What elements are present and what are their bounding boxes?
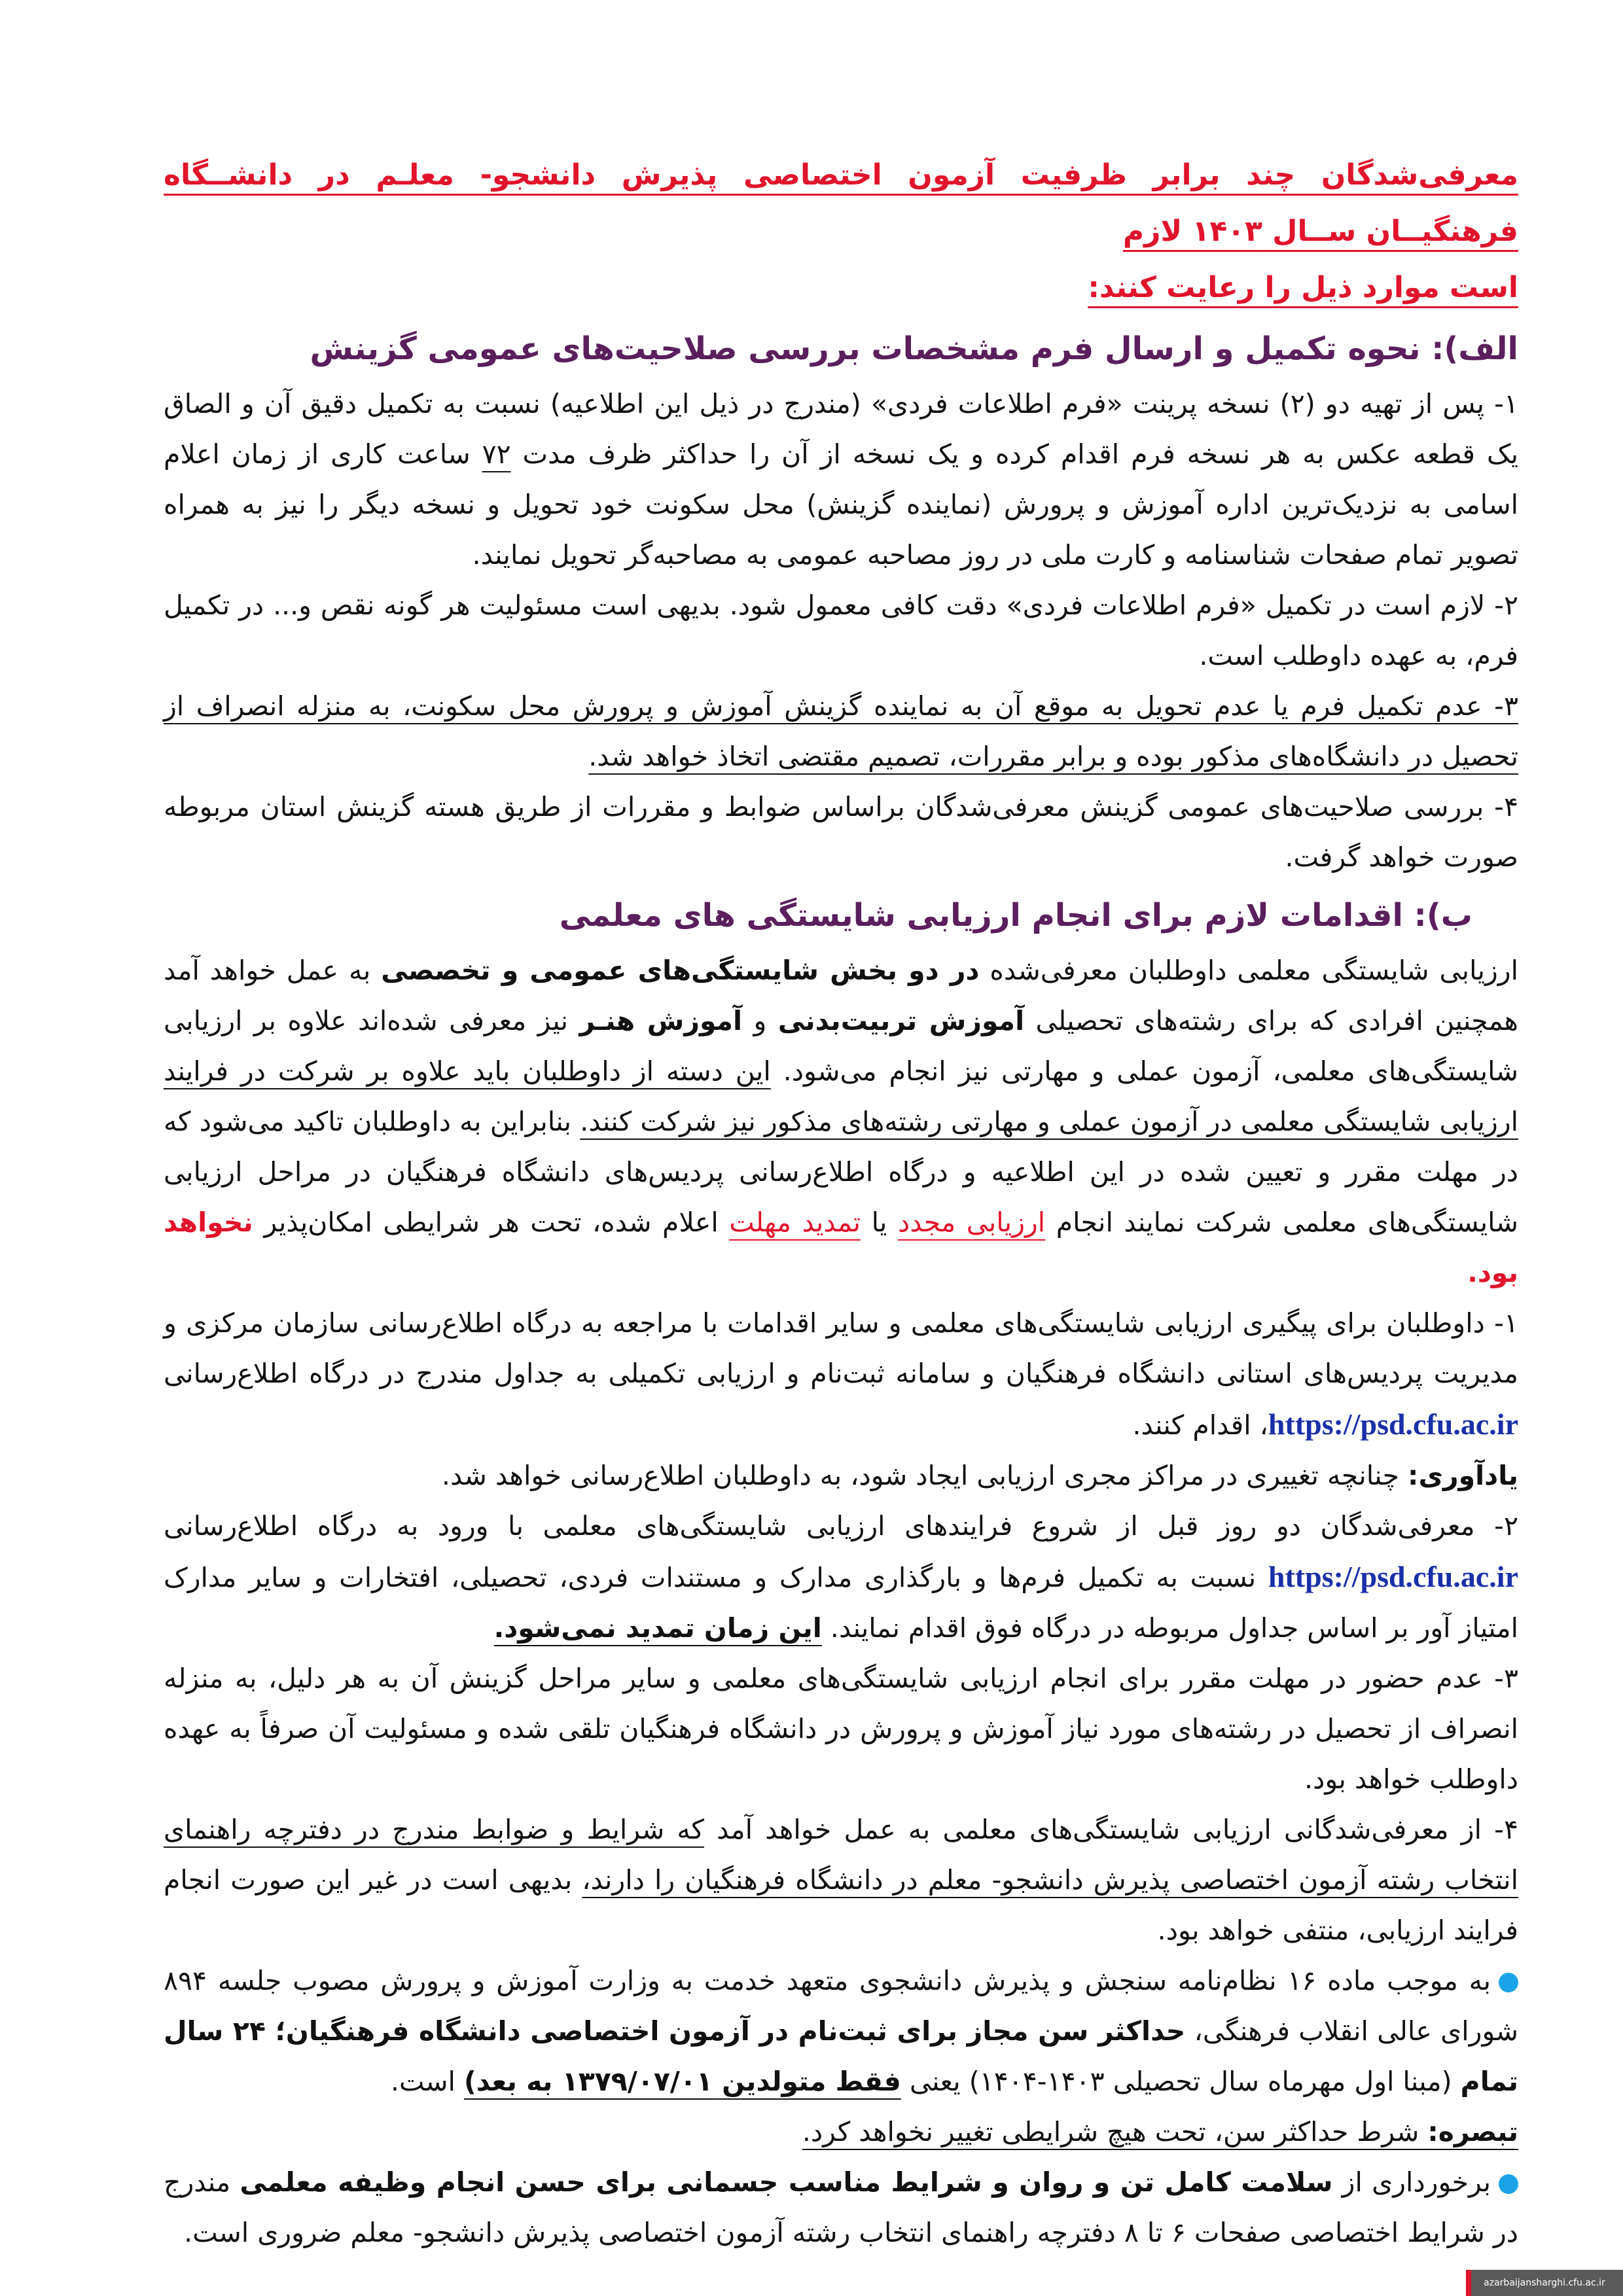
site-watermark: azarbaijansharghi.cfu.ac.ir: [1466, 2270, 1623, 2296]
no-extension-note: این زمان تمدید نمی‌شود.: [493, 1612, 822, 1644]
age-limit-bullet: به موجب ماده ۱۶ نظام‌نامه سنجش و پذیرش دانشجوی متعهد خدمت به وزارت آموزش و پرورش مصوب جلسه ۸۹۴ شورای عالی انقلاب فرهنگی، حداکثر سن مجاز برای ثبت‌نام در آزمون اختصاصی دانشگاه فرهنگیان؛ ۲۴ سال تمام (مبنا اول مهرماه سال تحصیلی ۱۴۰۳-۱۴۰۴) یعنی فقط متولدین ۱۳۷۹/۰۷/۰۱ به بعد) است.: [164, 1965, 1518, 2097]
section-b-item-3: ۳- عدم حضور در مهلت مقرر برای انجام ارزیابی شایستگی‌های معلمی و سایر مراحل گزینش آن به هر دلیل، به منزله انصراف از تحصیل در رشته‌های مورد نیاز آموزش و پرورش در دانشگاه فرهنگیان تلقی شده و مسئولیت آن صرفاً به عهده داوطلب خواهد بود.: [164, 1663, 1518, 1795]
section-b-title: ب): اقدامات لازم برای انجام ارزیابی شایستگی های معلمی: [559, 897, 1472, 934]
section-a-item-1: ۱- پس از تهیه دو (۲) نسخه پرینت «فرم اطلاعات فردی» (مندرج در ذیل این اطلاعیه) نسبت به تکمیل دقیق آن و الصاق یک قطعه عکس به هر نسخه فرم اقدام کرده و یک نسخه از آن را حداکثر ظرف مدت ۷۲ ساعت کاری از زمان اعلام اسامی به نزدیک‌ترین اداره آموزش و پرورش (نماینده گزینش) محل سکونت خود تحویل و نسخه دیگر را نیز به همراه تصویر تمام صفحات شناسنامه و کارت ملی در روز مصاحبه عمومی به مصاحبه‌گر تحویل نمایند.: [164, 388, 1518, 571]
section-a-item-3: ۳- عدم تکمیل فرم یا عدم تحویل به موقع آن به نماینده گزینش آموزش و پرورش محل سکونت، به منزله انصراف از تحصیل در دانشگاه‌های مذکور بوده و برابر مقررات، تصمیم مقتضی اتخاذ خواهد شد.: [164, 690, 1518, 772]
deadline-hours: ۷۲: [482, 438, 511, 470]
intro-line-1: معرفی‌شدگان چند برابر ظرفیت آزمون اختصاصی پذیرش دانشجو- معلـم در دانشــگاه فرهنگیــان ســال ۱۴۰۳ لازم: [164, 158, 1518, 248]
section-a-item-2: ۲- لازم است در تکمیل «فرم اطلاعات فردی» دقت کافی معمول شود. بدیهی است مسئولیت هر گونه نقص و... در تکمیل فرم، به عهده داوطلب است.: [164, 590, 1518, 671]
intro-heading: [164, 147, 1518, 316]
eligibility-note: که شرایط و ضوابط مندرج در دفترچه راهنمای انتخاب رشته آزمون اختصاصی پذیرش دانشجو- معلم در دانشگاه فرهنگیان را دارند،: [164, 1814, 1518, 1896]
section-a-title: الف): نحوه تکمیل و ارسال فرم مشخصات بررسی صلاحیت‌های عمومی گزینش: [310, 330, 1518, 367]
reminder: یادآوری: چنانچه تغییری در مراکز مجری ارزیابی ایجاد شود، به داوطلبان اطلاع‌رسانی خواهد شد.: [441, 1460, 1518, 1491]
intro-line-2: است موارد ذیل را رعایت کنند:: [1088, 271, 1518, 304]
bullet-icon: [1499, 2174, 1518, 2194]
note: تبصره: شرط حداکثر سن، تحت هیچ شرایطی تغییر نخواهد کرد.: [802, 2116, 1518, 2147]
bullet-icon: [1499, 1973, 1518, 1992]
extension-warning: تمدید مهلت: [729, 1207, 861, 1238]
re-assessment-warning: ارزیابی مجدد: [897, 1207, 1046, 1238]
health-bullet: برخورداری از سلامت کامل تن و روان و شرایط مناسب جسمانی برای حسن انجام وظیفه معلمی مندرج در شرایط اختصاصی صفحات ۶ تا ۸ دفترچه راهنمای انتخاب رشته آزمون اختصاصی پذیرش دانشجو- معلم ضروری است.: [164, 2166, 1518, 2248]
section-b-intro: ارزیابی شایستگی معلمی داوطلبان معرفی‌شده در دو بخش شایستگی‌های عمومی و تخصصی به عمل خواهد آمد همچنین افرادی که برای رشته‌های تحصیلی آموزش تربیت‌بدنی و آموزش هنـر نیز معرفی شده‌اند علاوه بر ارزیابی شایستگی‌های معلمی، آزمون عملی و مهارتی نیز انجام می‌شود. این دسته از داوطلبان باید علاوه بر شرکت در فرایند ارزیابی شایستگی معلمی در آزمون عملی و مهارتی رشته‌های مذکور نیز شرکت کنند. بنابراین به داوطلبان تاکید می‌شود که در مهلت مقرر و تعیین شده در این اطلاعیه و درگاه اطلاع‌رسانی پردیس‌های دانشگاه فرهنگیان در مراحل ارزیابی شایستگی‌های معلمی شرکت نمایند انجام ارزیابی مجدد یا تمدید مهلت اعلام شده، تحت هر شرایطی امکان‌پذیر نخواهد بود.: [164, 955, 1519, 1288]
section-b-item-4: ۴- از معرفی‌شدگانی ارزیابی شایستگی‌های معلمی به عمل خواهد آمد که شرایط و ضوابط مندرج در دفترچه راهنمای انتخاب رشته آزمون اختصاصی پذیرش دانشجو- معلم در دانشگاه فرهنگیان را دارند، بدیهی است در غیر این صورت انجام فرایند ارزیابی، منتفی خواهد بود.: [164, 1814, 1518, 1946]
birthdate-limit: فقط متولدین ۱۳۷۹/۰۷/۰۱ به بعد): [463, 2066, 901, 2097]
section-a-item-4: ۴- بررسی صلاحیت‌های عمومی گزینش معرفی‌شدگان براساس ضوابط و مقررات از طریق هسته گزینش استان مربوطه صورت خواهد گرفت.: [164, 791, 1518, 873]
practical-exam-note: این دسته از داوطلبان باید علاوه بر شرکت در فرایند ارزیابی شایستگی معلمی در آزمون عملی و مهارتی رشته‌های مذکور نیز شرکت کنند.: [164, 1055, 1519, 1137]
portal-link[interactable]: https://psd.cfu.ac.ir: [1268, 1407, 1518, 1441]
section-b-item-1: ۱- داوطلبان برای پیگیری ارزیابی شایستگی‌های معلمی و سایر اقدامات با مراجعه به درگاه اطلاع‌رسانی سازمان مرکزی و مدیریت پردیس‌های استانی دانشگاه فرهنگیان و سامانه ثبت‌نام و ارزیابی تکمیلی به جداول مندرج در درگاه اطلاع‌رسانی https://psd.cfu.ac.ir، اقدام کنند.: [164, 1307, 1518, 1441]
section-b-item-2: ۲- معرفی‌شدگان دو روز قبل از شروع فرایندهای ارزیابی شایستگی‌های معلمی با ورود به درگاه اطلاع‌رسانی https://psd.cfu.ac.ir نسبت به تکمیل فرم‌ها و بارگذاری مدارک و مستندات فردی، تحصیلی، افتخارات و سایر مدارک امتیاز آور بر اساس جداول مربوطه در درگاه فوق اقدام نمایند. این زمان تمدید نمی‌شود.: [164, 1510, 1518, 1644]
portal-link-2[interactable]: https://psd.cfu.ac.ir: [1268, 1560, 1518, 1593]
document-body: [164, 147, 1518, 2258]
